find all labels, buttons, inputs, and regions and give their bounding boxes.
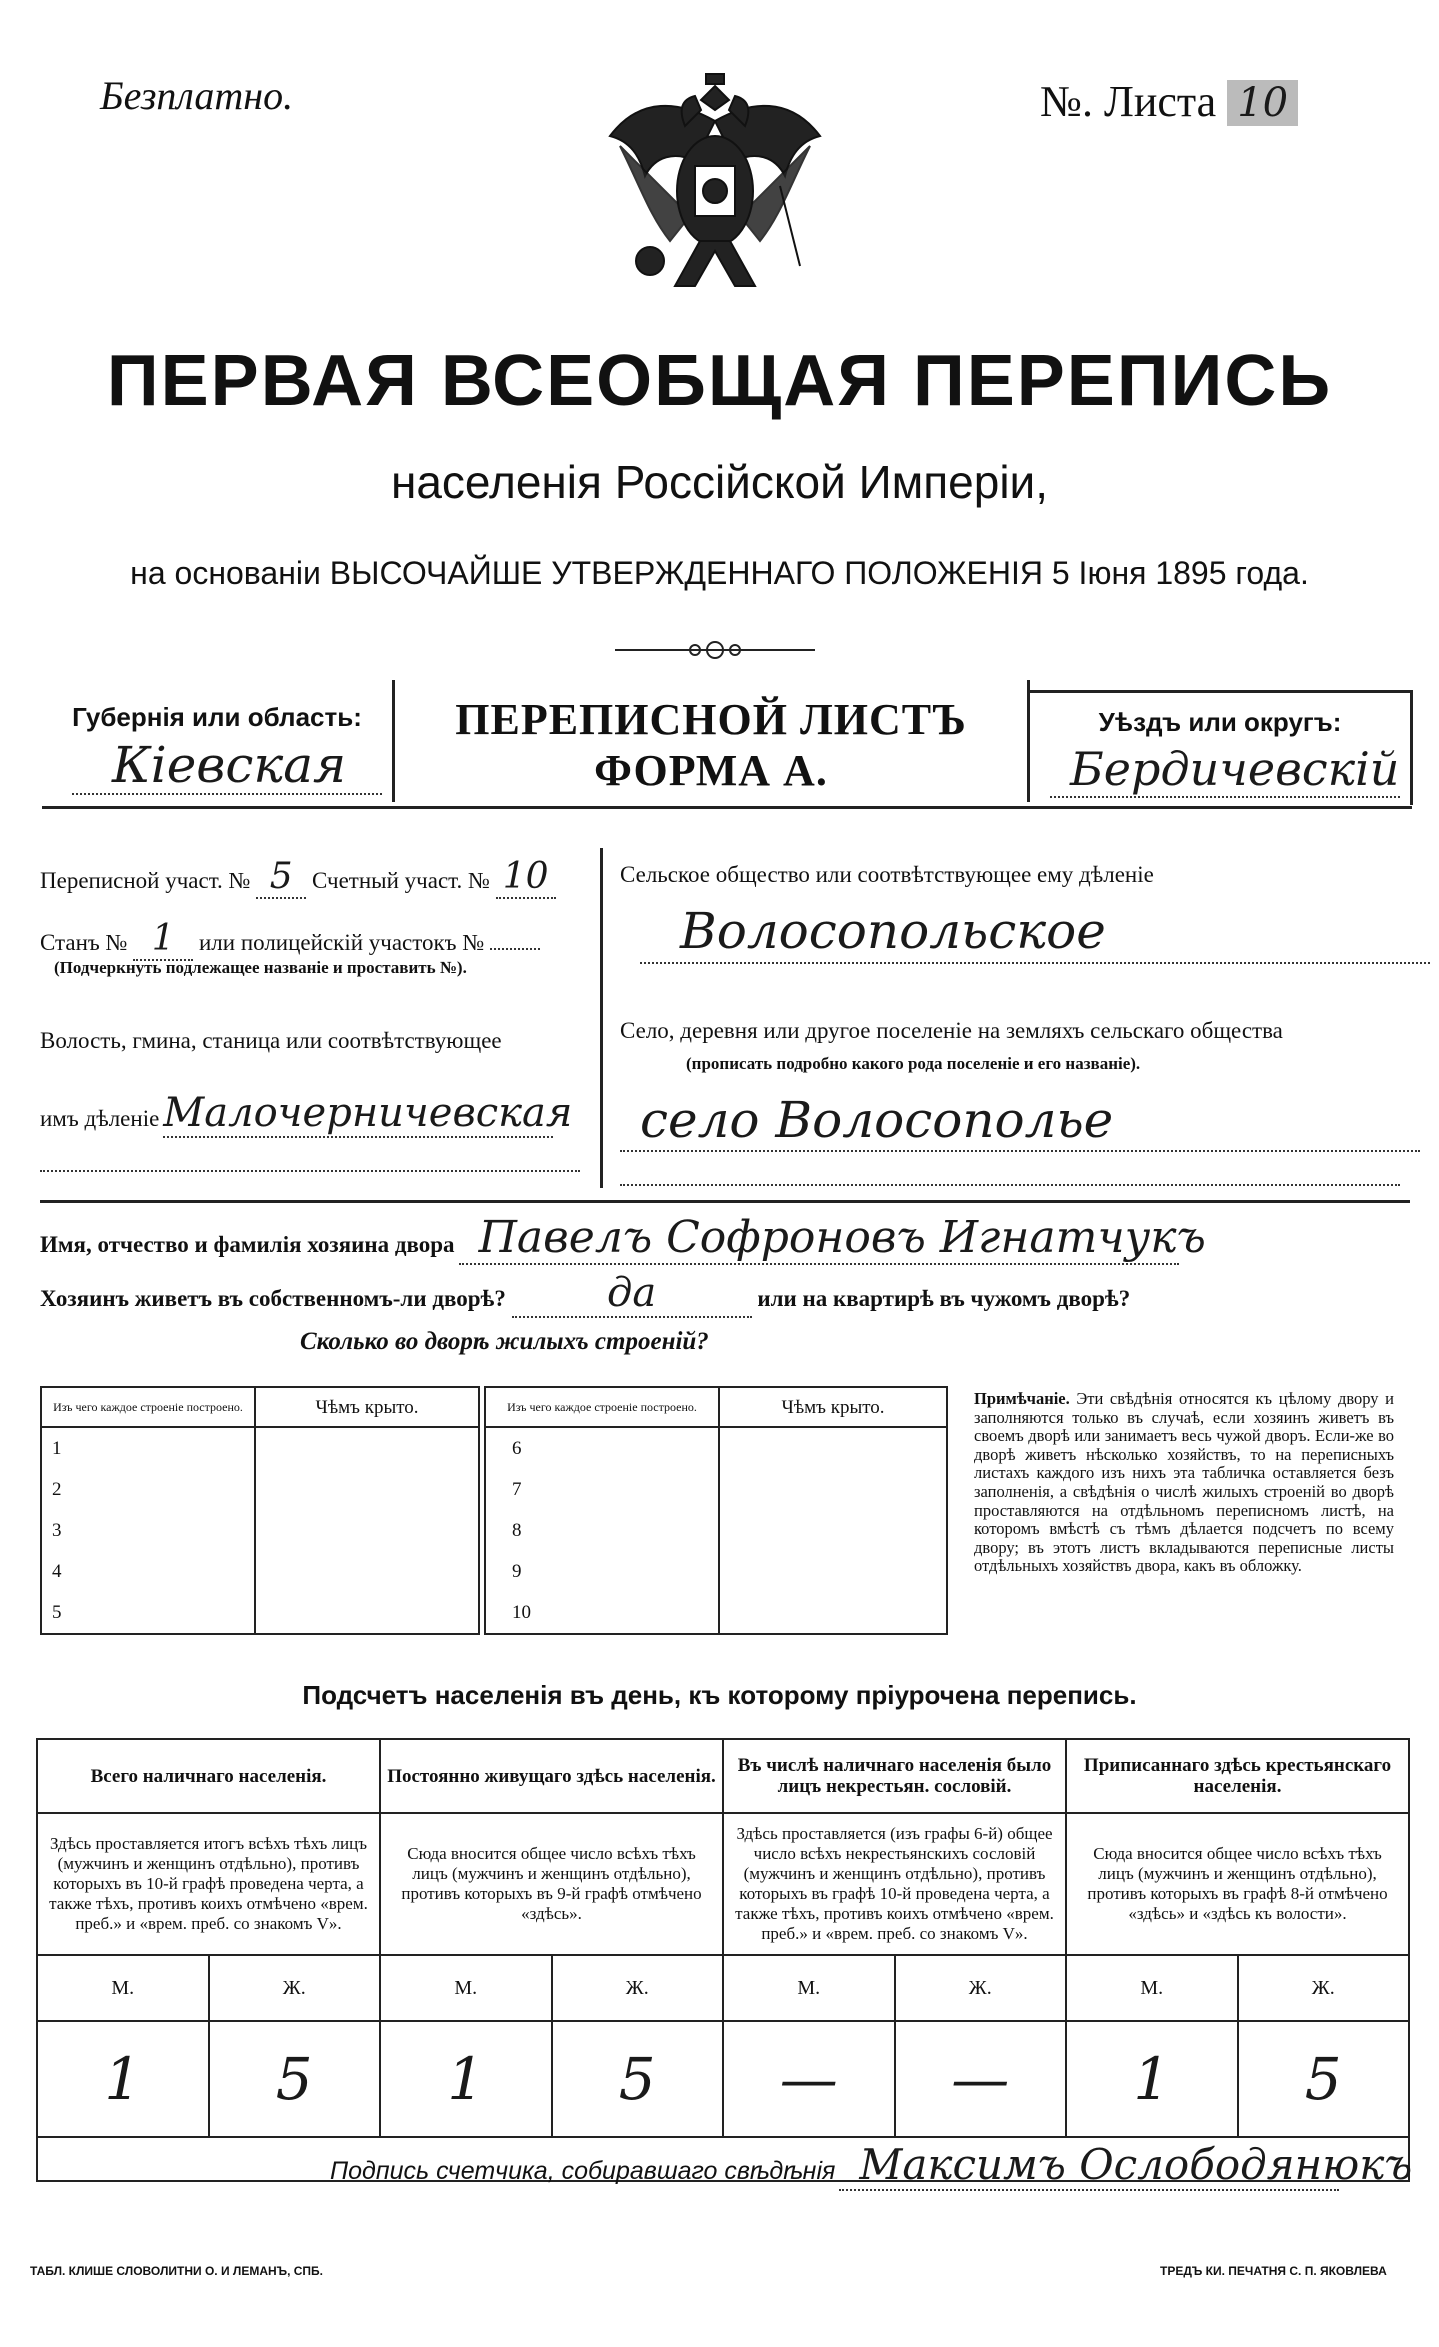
owner-name-value: Павелъ Софроновъ Игнатчукъ bbox=[459, 1212, 1179, 1265]
pop-male-label: М. bbox=[37, 1955, 209, 2021]
pop-registered-female: 5 bbox=[1238, 2021, 1410, 2137]
pop-desc-nonpeasant: Здѣсь проставляется (изъ графы 6-й) общее число всѣхъ некрестьянскихъ сословій (мужчинъ и женщинъ отдѣльно), противъ которыхъ въ графѣ 10-й проведена черта, а также тѣхъ, противъ коихъ отмѣчено «врем. преб.» и «врем. преб. со знакомъ V». bbox=[723, 1813, 1066, 1955]
volost-label: Волость, гмина, станица или соотвѣтствующее bbox=[40, 1028, 502, 1053]
houses-row: 1 bbox=[41, 1427, 255, 1469]
note-title: Примѣчаніе. bbox=[974, 1389, 1070, 1408]
pop-desc-registered: Сюда вносится общее число всѣхъ тѣхъ лицъ (мужчинъ и женщинъ отдѣльно), противъ которыхъ въ графѣ 8-й отмѣчено «здѣсь» и «здѣсь къ волости». bbox=[1066, 1813, 1409, 1955]
volost-extra-line bbox=[40, 1170, 580, 1172]
volost-row bbox=[40, 1090, 580, 1138]
pop-male-label: М. bbox=[380, 1955, 552, 2021]
own-yard-value: да bbox=[512, 1270, 752, 1318]
population-title: Подсчетъ населенія въ день, къ которому пріурочена перепись. bbox=[302, 1680, 1137, 1710]
village-note: (прописать подробно какого рода поселеніе и его названіе). bbox=[686, 1054, 1141, 1073]
pop-nonpeasant-male: — bbox=[723, 2021, 895, 2137]
houses-row: 2 bbox=[41, 1469, 255, 1510]
stan-value: 1 bbox=[133, 918, 193, 961]
stan-label: Станъ № bbox=[40, 930, 128, 955]
guberniya-box bbox=[42, 680, 392, 802]
houses-table-right bbox=[484, 1386, 948, 1635]
count-district-value: 10 bbox=[496, 856, 556, 899]
houses-row: 9 bbox=[485, 1551, 719, 1592]
sheet-number-label: №. Листа bbox=[1040, 77, 1217, 126]
volost-label-2: имъ дѣленіе bbox=[40, 1106, 160, 1131]
pop-desc-total: Здѣсь проставляется итогъ всѣхъ тѣхъ лицъ (мужчинъ и женщинъ отдѣльно), противъ которыхъ въ 10-й графѣ проведена черта, а также тѣхъ, противъ коихъ отмѣчено «врем. преб.» и «врем. преб. со знакомъ V». bbox=[37, 1813, 380, 1955]
own-yard-row bbox=[40, 1270, 1240, 1318]
count-district-label: Счетный участ. № bbox=[311, 868, 490, 893]
houses-row: 7 bbox=[485, 1469, 719, 1510]
buildings-label: Сколько во дворѣ жилыхъ строеній? bbox=[300, 1328, 709, 1355]
owner-name-label: Имя, отчество и фамилія хозяина двора bbox=[40, 1232, 455, 1257]
form-title-line1: ПЕРЕПИСНОЙ ЛИСТЪ bbox=[455, 695, 967, 744]
pop-female-label: Ж. bbox=[895, 1955, 1067, 2021]
note-text: Эти свѣдѣнія относятся къ цѣлому двору и заполняются только въ случаѣ, если хозяинъ живетъ въ своемъ дворѣ или занимаетъ весь чужой дворъ. Если-же во дворѣ живетъ нѣсколько хозяйствъ, то на переписныхъ листахъ каждого изъ нихъ эта табличка оставляется безъ заполненія, а свѣдѣнія о числѣ жилыхъ строеній во дворѣ проставляются на отдѣльномъ переписномъ листѣ, на которомъ вмѣстѣ съ тѣмъ дѣлается подсчетъ по всему двору; въ этотъ листъ вкладываются переписные листы отдѣльныхъ хозяйствъ двора, какъ въ обложку. bbox=[974, 1389, 1394, 1576]
ornament-divider bbox=[615, 638, 815, 662]
form-title-line2: ФОРМА А. bbox=[594, 746, 828, 795]
column-divider bbox=[600, 848, 603, 1188]
free-label: Безплатно. bbox=[100, 73, 294, 118]
houses-row: 10 bbox=[485, 1592, 719, 1634]
underline-note: (Подчеркнуть подлежащее названіе и проставить №). bbox=[54, 958, 467, 977]
pop-desc-permanent: Сюда вносится общее число всѣхъ тѣхъ лицъ (мужчинъ и женщинъ отдѣльно), противъ которыхъ въ 9-й графѣ отмѣчено «здѣсь». bbox=[380, 1813, 723, 1955]
pop-total-female: 5 bbox=[209, 2021, 381, 2137]
pop-nonpeasant-female: — bbox=[895, 2021, 1067, 2137]
footer-left: ТАБЛ. КЛИШЕ СЛОВОЛИТНИ О. И ЛЕМАНЪ, СПБ. bbox=[30, 2264, 324, 2278]
pop-total-male: 1 bbox=[37, 2021, 209, 2137]
pop-male-label: М. bbox=[723, 1955, 895, 2021]
imperial-eagle-icon bbox=[600, 66, 830, 306]
signature-value: Максимъ Ослободянюкъ bbox=[839, 2140, 1339, 2191]
pop-header-nonpeasant: Въ числѣ наличнаго населенія было лицъ некрестьян. сословій. bbox=[723, 1739, 1066, 1813]
houses-table-left bbox=[40, 1386, 480, 1635]
pop-permanent-female: 5 bbox=[552, 2021, 724, 2137]
village-extra-line bbox=[620, 1184, 1400, 1186]
pop-female-label: Ж. bbox=[1238, 1955, 1410, 2021]
sheet-number-value: 10 bbox=[1227, 80, 1298, 126]
houses-col-roof: Чѣмъ крыто. bbox=[719, 1387, 947, 1427]
note-block bbox=[974, 1390, 1394, 1576]
uezd-label: Уѣздъ или округъ: bbox=[1098, 707, 1342, 737]
pop-registered-male: 1 bbox=[1066, 2021, 1238, 2137]
uezd-value: Бердичевскій bbox=[1050, 742, 1400, 798]
footer-right: ТРЕДЪ КИ. ПЕЧАТНЯ С. П. ЯКОВЛЕВА bbox=[1160, 2264, 1387, 2278]
pop-header-total: Всего наличнаго населенія. bbox=[37, 1739, 380, 1813]
rent-label: или на квартирѣ въ чужомъ дворѣ? bbox=[757, 1286, 1131, 1311]
basis-line: на основаніи ВЫСОЧАЙШЕ УТВЕРЖДЕННАГО ПОЛОЖЕНІЯ 5 Іюня 1895 года. bbox=[130, 555, 1309, 591]
owner-row bbox=[40, 1212, 1220, 1265]
guberniya-label: Губернія или область: bbox=[72, 702, 362, 732]
signature-label: Подпись счетчика, собиравшаго свѣдѣнія bbox=[330, 2157, 836, 2185]
pop-male-label: М. bbox=[1066, 1955, 1238, 2021]
signature-row bbox=[330, 2140, 1413, 2191]
stan-row bbox=[40, 918, 540, 961]
main-title: ПЕРВАЯ ВСЕОБЩАЯ ПЕРЕПИСЬ bbox=[106, 341, 1333, 421]
middle-rule bbox=[40, 1200, 1410, 1203]
community-label: Сельское общество или соотвѣтствующее ему дѣленіе bbox=[620, 862, 1154, 887]
houses-row: 5 bbox=[41, 1592, 255, 1634]
houses-row: 3 bbox=[41, 1510, 255, 1551]
village-value: село Волосополье bbox=[620, 1090, 1420, 1152]
police-label: или полицейскій участокъ № bbox=[198, 930, 485, 955]
pop-female-label: Ж. bbox=[552, 1955, 724, 2021]
form-title-box bbox=[392, 680, 1030, 802]
census-district-value: 5 bbox=[256, 856, 306, 899]
census-district-row bbox=[40, 856, 556, 899]
pop-permanent-male: 1 bbox=[380, 2021, 552, 2137]
guberniya-value: Кіевская bbox=[72, 737, 382, 795]
houses-row: 6 bbox=[485, 1427, 719, 1469]
houses-row: 8 bbox=[485, 1510, 719, 1551]
community-value: Волосопольское bbox=[640, 900, 1430, 964]
subtitle: населенія Россійской Имперіи, bbox=[390, 456, 1049, 508]
sheet-number bbox=[1040, 76, 1298, 127]
pop-header-registered: Приписаннаго здѣсь крестьянскаго населенія. bbox=[1066, 1739, 1409, 1813]
houses-row: 4 bbox=[41, 1551, 255, 1592]
village-label: Село, деревня или другое поселеніе на земляхъ сельскаго общества bbox=[620, 1018, 1283, 1043]
houses-col-roof: Чѣмъ крыто. bbox=[255, 1387, 479, 1427]
pop-header-permanent: Постоянно живущаго здѣсь населенія. bbox=[380, 1739, 723, 1813]
houses-col-material: Изъ чего каждое строеніе построено. bbox=[485, 1387, 719, 1427]
census-district-label: Переписной участ. № bbox=[40, 868, 251, 893]
pop-female-label: Ж. bbox=[209, 1955, 381, 2021]
uezd-box bbox=[1030, 690, 1413, 805]
volost-value: Малочерничевская bbox=[163, 1090, 573, 1136]
own-yard-label: Хозяинъ живетъ въ собственномъ-ли дворѣ? bbox=[40, 1286, 506, 1311]
population-table bbox=[36, 1738, 1410, 2182]
houses-col-material: Изъ чего каждое строеніе построено. bbox=[41, 1387, 255, 1427]
form-box-rule bbox=[42, 806, 1412, 809]
